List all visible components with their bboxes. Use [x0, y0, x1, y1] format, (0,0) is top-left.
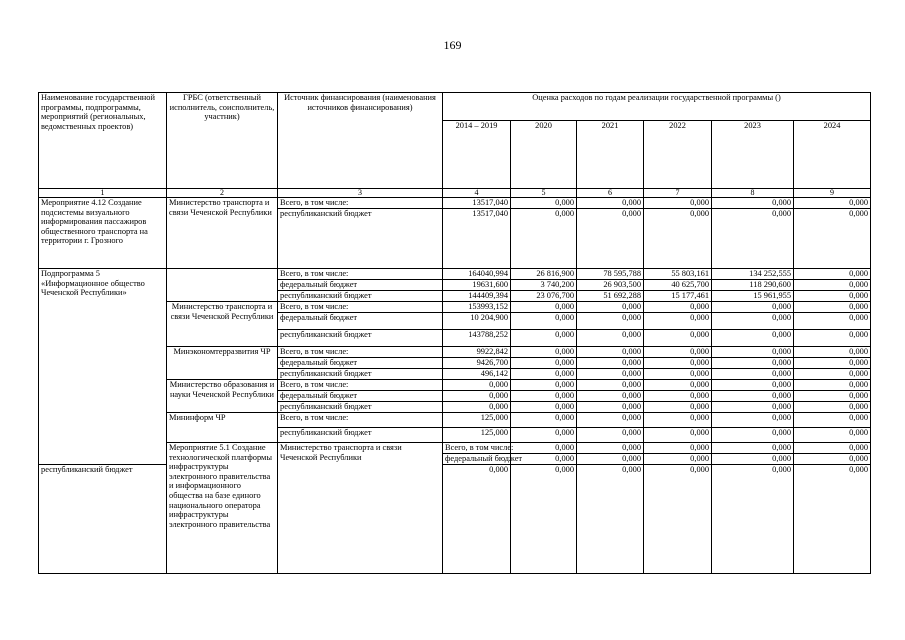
value-cell: 15 961,955	[712, 291, 794, 302]
value-cell: 0,000	[577, 358, 644, 369]
value-cell: 0,000	[511, 330, 577, 347]
value-cell: 15 177,461	[644, 291, 712, 302]
value-cell: 0,000	[712, 302, 794, 313]
table-row	[39, 269, 871, 280]
source-cell: Всего, в том числе:	[278, 413, 443, 428]
grbs-cell: Минэкономтерразвития ЧР	[167, 347, 278, 380]
value-cell: 78 595,788	[577, 269, 644, 280]
column-number: 2	[167, 189, 278, 198]
value-cell: 0,000	[644, 198, 712, 209]
header-year: 2022	[644, 121, 712, 189]
value-cell: 0,000	[511, 369, 577, 380]
value-cell: 0,000	[794, 347, 871, 358]
value-cell: 0,000	[794, 302, 871, 313]
value-cell: 153993,152	[443, 302, 511, 313]
value-cell: 0,000	[644, 358, 712, 369]
source-cell: федеральный бюджет	[278, 280, 443, 291]
source-cell: республиканский бюджет	[278, 209, 443, 269]
value-cell: 0,000	[794, 443, 871, 454]
value-cell: 0,000	[712, 380, 794, 391]
column-number: 5	[511, 189, 577, 198]
value-cell: 26 816,900	[511, 269, 577, 280]
value-cell: 0,000	[794, 330, 871, 347]
value-cell: 0,000	[794, 291, 871, 302]
value-cell: 0,000	[511, 454, 577, 465]
value-cell: 0,000	[644, 443, 712, 454]
header-grbs: ГРБС (ответственный исполнитель, соисполнитель, участник)	[167, 93, 278, 189]
table-row	[39, 465, 871, 574]
value-cell: 0,000	[644, 369, 712, 380]
value-cell: 0,000	[794, 369, 871, 380]
value-cell: 0,000	[644, 413, 712, 428]
value-cell: 0,000	[712, 369, 794, 380]
value-cell: 0,000	[511, 209, 577, 269]
value-cell: 0,000	[794, 269, 871, 280]
value-cell: 164040,994	[443, 269, 511, 280]
value-cell: 0,000	[511, 391, 577, 402]
value-cell: 125,000	[443, 413, 511, 428]
value-cell: 0,000	[712, 402, 794, 413]
value-cell: 0,000	[644, 428, 712, 443]
value-cell: 118 290,600	[712, 280, 794, 291]
value-cell: 0,000	[511, 428, 577, 443]
column-number: 8	[712, 189, 794, 198]
subprogram-name: Подпрограмма 5 «Информационное общество Чеченской Республики»	[39, 269, 167, 465]
value-cell: 0,000	[794, 413, 871, 428]
column-number: 6	[577, 189, 644, 198]
value-cell: 0,000	[794, 391, 871, 402]
value-cell: 0,000	[794, 465, 871, 574]
source-cell: Всего, в том числе:	[278, 347, 443, 358]
value-cell: 0,000	[443, 391, 511, 402]
value-cell: 55 803,161	[644, 269, 712, 280]
value-cell: 0,000	[577, 330, 644, 347]
value-cell: 0,000	[644, 313, 712, 330]
value-cell: 0,000	[794, 454, 871, 465]
grbs-cell: Министерство транспорта и связи Чеченской Республики	[278, 443, 443, 574]
header-name: Наименование государственной программы, подпрограммы, мероприятий (региональных, ведомственных проектов)	[39, 93, 167, 189]
header-year: 2021	[577, 121, 644, 189]
value-cell: 23 076,700	[511, 291, 577, 302]
value-cell: 0,000	[577, 209, 644, 269]
source-cell: Всего, в том числе:	[278, 302, 443, 313]
source-cell: республиканский бюджет	[278, 428, 443, 443]
value-cell: 19631,600	[443, 280, 511, 291]
value-cell: 0,000	[712, 454, 794, 465]
value-cell: 0,000	[644, 465, 712, 574]
grbs-cell	[167, 269, 278, 302]
column-numbers-row	[39, 189, 871, 198]
value-cell: 3 740,200	[511, 280, 577, 291]
value-cell: 0,000	[577, 347, 644, 358]
value-cell: 0,000	[577, 391, 644, 402]
value-cell: 0,000	[577, 302, 644, 313]
value-cell: 0,000	[644, 302, 712, 313]
value-cell: 13517,040	[443, 209, 511, 269]
value-cell: 0,000	[577, 402, 644, 413]
value-cell: 0,000	[712, 358, 794, 369]
grbs-cell: Мининформ ЧР	[167, 413, 278, 443]
measure-name: Мероприятие 4.12 Создание подсистемы визуального информирования пассажиров общественного транспорта на территории г. Грозного	[39, 198, 167, 269]
source-cell: Всего, в том числе:	[278, 380, 443, 391]
value-cell: 144409,394	[443, 291, 511, 302]
value-cell: 0,000	[644, 402, 712, 413]
source-cell: федеральный бюджет	[278, 391, 443, 402]
source-cell: республиканский бюджет	[278, 402, 443, 413]
value-cell: 0,000	[443, 465, 511, 574]
value-cell: 0,000	[443, 402, 511, 413]
value-cell: 26 903,500	[577, 280, 644, 291]
value-cell: 0,000	[644, 391, 712, 402]
table-row	[39, 198, 871, 209]
header-year: 2020	[511, 121, 577, 189]
value-cell: 0,000	[644, 347, 712, 358]
header-year: 2023	[712, 121, 794, 189]
grbs-cell: Министерство транспорта и связи Чеченской Республики	[167, 302, 278, 347]
value-cell: 0,000	[794, 280, 871, 291]
value-cell: 0,000	[577, 313, 644, 330]
budget-table	[38, 92, 871, 574]
value-cell: 0,000	[794, 402, 871, 413]
page-number: 169	[443, 38, 462, 52]
source-cell: федеральный бюджет	[278, 358, 443, 369]
value-cell: 10 204,900	[443, 313, 511, 330]
value-cell: 0,000	[712, 330, 794, 347]
source-cell: Всего, в том числе:	[278, 269, 443, 280]
value-cell: 0,000	[712, 313, 794, 330]
value-cell: 0,000	[794, 198, 871, 209]
value-cell: 0,000	[577, 454, 644, 465]
column-number: 1	[39, 189, 167, 198]
source-cell: республиканский бюджет	[39, 465, 167, 574]
value-cell: 0,000	[712, 428, 794, 443]
source-cell: Всего, в том числе:	[278, 198, 443, 209]
measure-name: Мероприятие 5.1 Создание технологической платформы инфраструктуры электронного правительства и информационного общества на базе единого национального оператора инфраструктуры электронного правительства	[167, 443, 278, 574]
value-cell: 125,000	[443, 428, 511, 443]
column-number: 4	[443, 189, 511, 198]
value-cell: 0,000	[511, 380, 577, 391]
value-cell: 0,000	[577, 428, 644, 443]
value-cell: 0,000	[712, 209, 794, 269]
value-cell: 0,000	[644, 380, 712, 391]
value-cell: 0,000	[577, 443, 644, 454]
value-cell: 0,000	[511, 402, 577, 413]
value-cell: 143788,252	[443, 330, 511, 347]
source-cell: республиканский бюджет	[278, 291, 443, 302]
value-cell: 0,000	[577, 369, 644, 380]
grbs-cell: Министерство транспорта и связи Чеченской Республики	[167, 198, 278, 269]
value-cell: 134 252,555	[712, 269, 794, 280]
column-number: 9	[794, 189, 871, 198]
header-source: Источник финансирования (наименования источников финансирования)	[278, 93, 443, 189]
value-cell: 0,000	[712, 391, 794, 402]
value-cell: 9922,842	[443, 347, 511, 358]
value-cell: 9426,700	[443, 358, 511, 369]
value-cell: 0,000	[511, 358, 577, 369]
value-cell: 0,000	[794, 358, 871, 369]
value-cell: 0,000	[644, 209, 712, 269]
value-cell: 40 625,700	[644, 280, 712, 291]
value-cell: 13517,040	[443, 198, 511, 209]
value-cell: 0,000	[712, 347, 794, 358]
value-cell: 0,000	[577, 465, 644, 574]
value-cell: 0,000	[511, 413, 577, 428]
source-cell: федеральный бюджет	[443, 454, 511, 465]
grbs-cell: Министерство образования и науки Чеченской Республики	[167, 380, 278, 413]
value-cell: 0,000	[712, 465, 794, 574]
value-cell: 0,000	[794, 313, 871, 330]
column-number: 7	[644, 189, 712, 198]
value-cell: 0,000	[511, 347, 577, 358]
header-year: 2014 – 2019	[443, 121, 511, 189]
value-cell: 496,142	[443, 369, 511, 380]
value-cell: 0,000	[511, 443, 577, 454]
source-cell: Всего, в том числе:	[443, 443, 511, 454]
value-cell: 0,000	[644, 454, 712, 465]
header-estimate: Оценка расходов по годам реализации государственной программы ()	[443, 93, 871, 121]
value-cell: 0,000	[712, 443, 794, 454]
value-cell: 0,000	[577, 198, 644, 209]
value-cell: 0,000	[511, 313, 577, 330]
header-year: 2024	[794, 121, 871, 189]
value-cell: 0,000	[577, 380, 644, 391]
value-cell: 0,000	[511, 465, 577, 574]
value-cell: 51 692,288	[577, 291, 644, 302]
value-cell: 0,000	[511, 198, 577, 209]
source-cell: республиканский бюджет	[278, 369, 443, 380]
value-cell: 0,000	[712, 198, 794, 209]
column-number: 3	[278, 189, 443, 198]
value-cell: 0,000	[712, 413, 794, 428]
value-cell: 0,000	[577, 413, 644, 428]
source-cell: федеральный бюджет	[278, 313, 443, 330]
value-cell: 0,000	[794, 428, 871, 443]
value-cell: 0,000	[511, 302, 577, 313]
value-cell: 0,000	[794, 209, 871, 269]
source-cell: республиканский бюджет	[278, 330, 443, 347]
value-cell: 0,000	[443, 380, 511, 391]
value-cell: 0,000	[794, 380, 871, 391]
value-cell: 0,000	[644, 330, 712, 347]
